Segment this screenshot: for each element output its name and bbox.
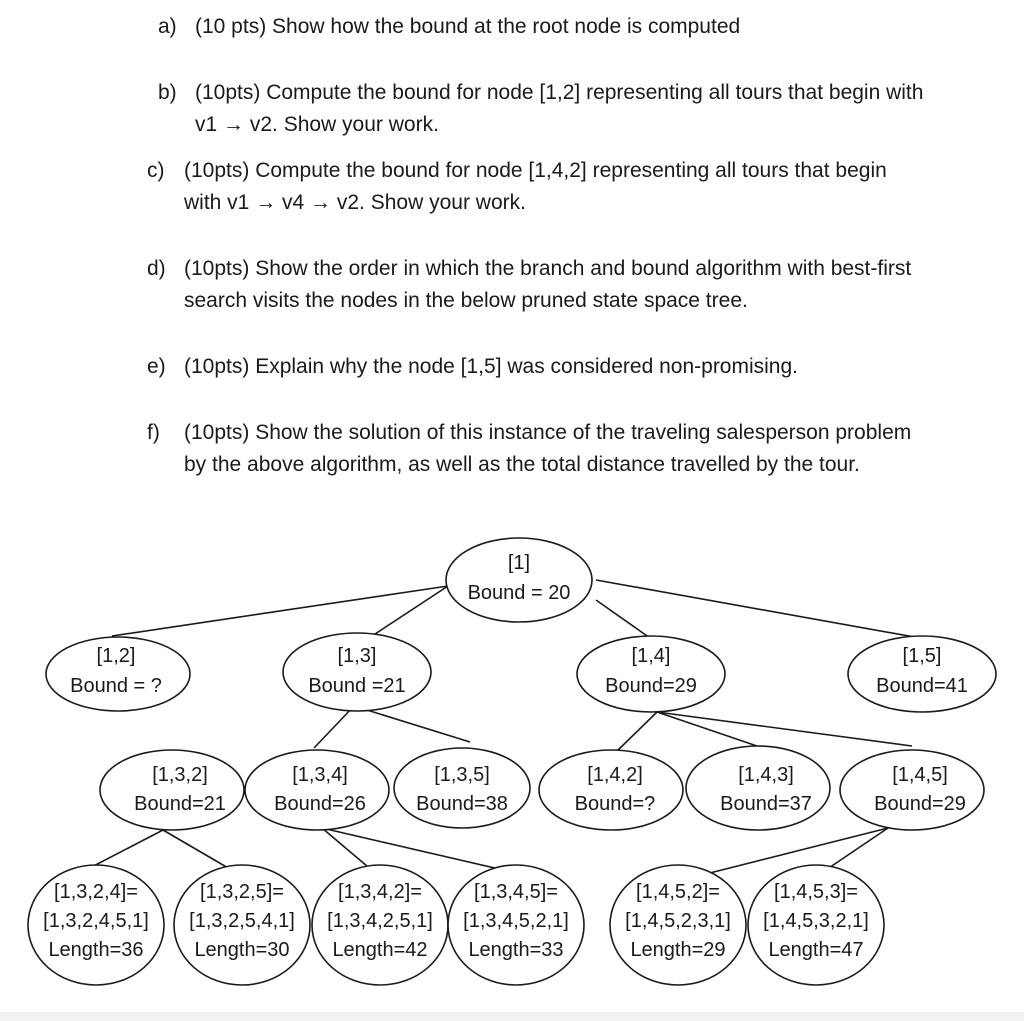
edge-1-3-to-1-3-5: [354, 706, 470, 742]
node-label: [1,3,4]: [292, 764, 348, 786]
question-letter: c): [147, 159, 165, 182]
state-space-tree: [0, 520, 1024, 1012]
question-letter: d): [147, 257, 166, 280]
node-1-3-4: [245, 750, 389, 830]
node-1-3: [283, 633, 431, 711]
question-letter: e): [147, 355, 166, 378]
question-text: (10 pts) Show how the bound at the root node is computed: [195, 15, 741, 38]
question-text-line2: search visits the nodes in the below pruned state space tree.: [184, 289, 748, 312]
leaf-length: Length=36: [48, 939, 144, 961]
question-text-line2: v1 → v2. Show your work.: [195, 113, 439, 136]
leaf-length: Length=47: [768, 939, 864, 961]
question-letter: f): [147, 421, 160, 444]
node-bound: Bound=29: [874, 793, 966, 815]
node-1-4-3: [686, 746, 830, 830]
node-1-4-2: [539, 750, 683, 830]
question-text-line1: (10pts) Show the solution of this instance of the traveling salesperson problem: [184, 421, 912, 444]
node-label: [1,2]: [96, 645, 136, 667]
leaf-label: [1,3,4,2]=: [338, 881, 422, 903]
edge-root-1-4: [596, 600, 650, 638]
leaf-length: Length=30: [194, 939, 290, 961]
edge-1-4-to-1-4-5: [657, 712, 912, 746]
node-label: [1]: [507, 552, 531, 574]
leaf-1-3-2-4: [28, 865, 164, 985]
edge-1-4-to-1-4-3: [657, 712, 757, 746]
bottom-edge: [0, 1012, 1024, 1021]
node-label: [1,4]: [631, 645, 671, 667]
node-label: [1,4,5]: [892, 764, 948, 786]
node-1-2: [46, 637, 190, 711]
node-bound: Bound=41: [876, 675, 968, 697]
leaf-label: [1,3,4,5]=: [474, 881, 558, 903]
question-text-line1: (10pts) Compute the bound for node [1,2] representing all tours that begin with: [195, 81, 924, 104]
question-text: (10pts) Explain why the node [1,5] was considered non-promising.: [184, 355, 799, 378]
node-bound: Bound=?: [574, 793, 656, 815]
node-bound: Bound=26: [274, 793, 366, 815]
node-bound: Bound=37: [720, 793, 812, 815]
leaf-length: Length=33: [468, 939, 564, 961]
node-1-4-5: [840, 750, 984, 830]
leaf-tour: [1,3,4,5,2,1]: [463, 910, 569, 932]
node-label: [1,4,3]: [738, 764, 794, 786]
leaf-tour: [1,4,5,2,3,1]: [625, 910, 731, 932]
edge-1-3-4-to-leaf4: [322, 828, 512, 872]
node-bound: Bound=21: [134, 793, 226, 815]
node-bound: Bound = 20: [467, 582, 571, 604]
node-bound: Bound =21: [308, 675, 406, 697]
question-letter: b): [158, 81, 177, 104]
question-text-line1: (10pts) Compute the bound for node [1,4,2] representing all tours that begin: [184, 159, 887, 182]
leaf-label: [1,4,5,2]=: [636, 881, 720, 903]
edge-1-4-to-1-4-2: [616, 712, 657, 752]
tree-edges: [82, 580, 920, 878]
leaf-length: Length=42: [332, 939, 428, 961]
node-1-5: [848, 636, 996, 712]
question-letter: a): [158, 15, 177, 38]
question-text-line1: (10pts) Show the order in which the branch and bound algorithm with best-first: [184, 257, 912, 280]
edge-root-1-2: [112, 586, 448, 636]
node-1-3-5: [394, 748, 530, 828]
node-1-4: [577, 636, 725, 712]
leaf-label: [1,3,2,4]=: [54, 881, 138, 903]
edge-root-1-5: [596, 580, 920, 638]
leaf-tour: [1,4,5,3,2,1]: [763, 910, 869, 932]
node-bound: Bound=38: [416, 793, 508, 815]
edge-1-3-2-to-leaf2: [163, 830, 235, 872]
leaf-tour: [1,3,4,2,5,1]: [327, 910, 433, 932]
leaf-tour: [1,3,2,5,4,1]: [189, 910, 295, 932]
node-label: [1,4,2]: [587, 764, 643, 786]
leaf-label: [1,4,5,3]=: [774, 881, 858, 903]
edge-1-3-to-1-3-4: [314, 706, 354, 748]
leaf-1-3-2-5: [174, 865, 310, 985]
leaf-1-4-5-2: [610, 865, 746, 985]
leaf-1-4-5-3: [748, 865, 884, 985]
node-bound: Bound = ?: [70, 675, 162, 697]
leaf-1-3-4-5: [448, 865, 584, 985]
question-text-line2: by the above algorithm, as well as the total distance travelled by the tour.: [184, 453, 860, 476]
node-1-3-2: [100, 750, 244, 830]
leaf-tour: [1,3,2,4,5,1]: [43, 910, 149, 932]
leaf-length: Length=29: [630, 939, 726, 961]
leaf-1-3-4-2: [312, 865, 448, 985]
node-label: [1,3,5]: [434, 764, 490, 786]
node-root: [446, 538, 592, 622]
node-label: [1,3,2]: [152, 764, 208, 786]
node-label: [1,3]: [337, 645, 377, 667]
question-text-line2: with v1 → v4 → v2. Show your work.: [184, 191, 526, 214]
leaf-label: [1,3,2,5]=: [200, 881, 284, 903]
edge-root-1-3: [369, 586, 448, 638]
node-label: [1,5]: [902, 645, 942, 667]
node-bound: Bound=29: [605, 675, 697, 697]
